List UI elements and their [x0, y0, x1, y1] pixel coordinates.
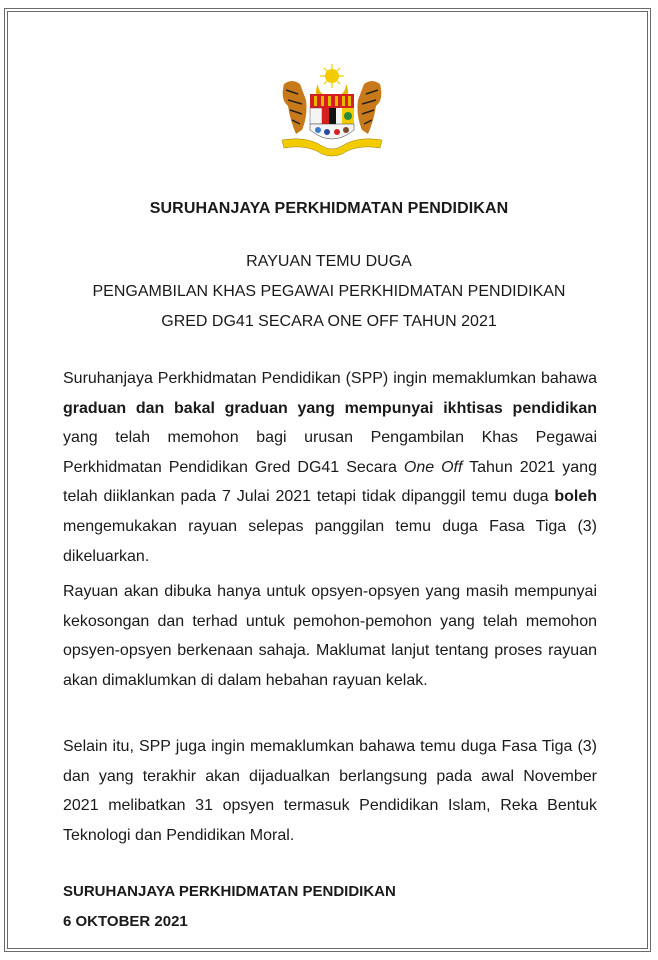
paragraph-1-bold-boleh: boleh — [554, 488, 597, 506]
subtitle-line-3: GRED DG41 SECARA ONE OFF TAHUN 2021 — [161, 313, 497, 330]
signature-organization: SURUHANJAYA PERKHIDMATAN PENDIDIKAN — [63, 883, 396, 900]
paragraph-1-bold-audience: graduan dan bakal graduan yang mempunyai ikhtisas pendidikan — [63, 399, 597, 417]
paragraph-1-italic-one-off: One Off — [403, 458, 463, 476]
subtitle-line-2: PENGAMBILAN KHAS PEGAWAI PERKHIDMATAN PENDIDIKAN — [92, 283, 566, 300]
paragraph-1-text: mengemukakan rayuan selepas panggilan temu duga Fasa Tiga (3) dikeluarkan. — [63, 517, 597, 565]
paragraph-1 — [63, 364, 597, 571]
organization-title: SURUHANJAYA PERKHIDMATAN PENDIDIKAN — [149, 200, 509, 217]
paragraph-2: Rayuan akan dibuka hanya untuk opsyen-opsyen yang masih mempunyai kekosongan dan terhad untuk pemohon-pemohon yang telah memohon opsyen-opsyen berkenaan sahaja. Maklumat lanjut tentang proses rayuan akan dimaklumkan di dalam hebahan rayuan kelak. — [63, 583, 597, 689]
malaysia-coat-of-arms-icon — [262, 60, 402, 160]
signature-date: 6 OKTOBER 2021 — [63, 913, 188, 930]
paragraph-1-text: Suruhanjaya Perkhidmatan Pendidikan (SPP) ingin memaklumkan bahawa — [63, 370, 597, 387]
paragraph-3: Selain itu, SPP juga ingin memaklumkan bahawa temu duga Fasa Tiga (3) dan yang terakhir akan dijadualkan berlangsung pada awal November 2021 melibatkan 31 opsyen termasuk Pendidikan Islam, Reka Bentuk Teknologi dan Pendidikan Moral. — [63, 738, 597, 844]
subtitle-line-1: RAYUAN TEMU DUGA — [246, 253, 412, 270]
paragraph-1-text: Tahun 2021 yang telah diiklankan pada 7 Julai 2021 tetapi tidak dipanggil temu duga — [63, 458, 597, 506]
paragraph-1-text: yang telah memohon bagi urusan Pengambilan Khas Pegawai Perkhidmatan Pendidikan Gred DG41 Secara — [63, 429, 597, 476]
